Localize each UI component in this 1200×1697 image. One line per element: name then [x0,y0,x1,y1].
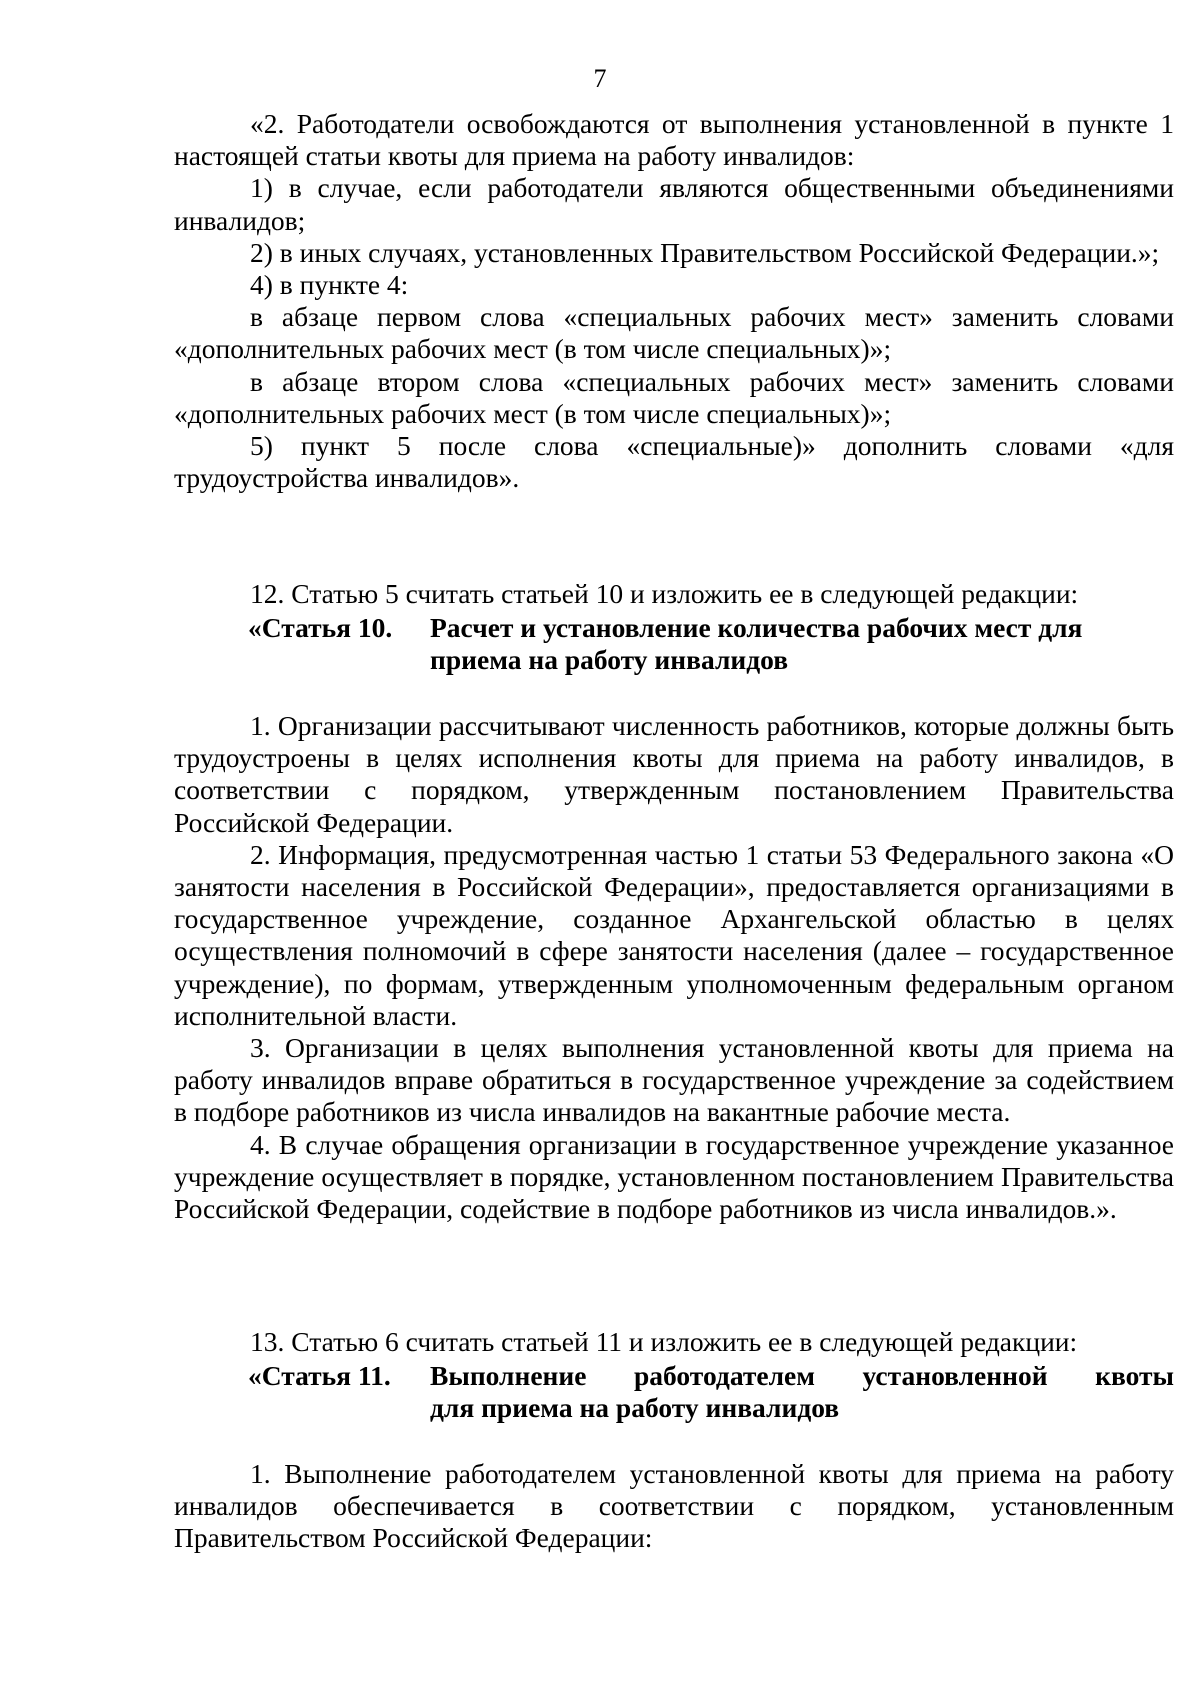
item-13 [174,1326,1174,1358]
article-11-body [174,1458,1174,1555]
paragraph: в абзаце втором слова «специальных рабочих мест» заменить словами «дополнительных рабочих мест (в том числе специальных)»; [174,365,1174,429]
paragraph: 4. В случае обращения организации в государственное учреждение указанное учреждение осуществляет в порядке, установленном постановлением Правительства Российской Федерации, содействие в подборе работников из числа инвалидов.». [174,1128,1174,1225]
article-10-body [174,710,1174,1225]
article-title: приема на работу инвалидов [430,644,789,675]
paragraph: 4) в пункте 4: [250,269,409,301]
paragraph: 2. Информация, предусмотренная частью 1 статьи 53 Федерального закона «О занятости населения в Российской Федерации», предоставляется организациями в государственное учреждение, созданное Архангельской областью в целях осуществления полномочий в сфере занятости населения (далее – государственное учреждение), по формам, утвержденным уполномоченным федеральным органом исполнительной власти. [174,838,1174,1031]
paragraph: в абзаце первом слова «специальных рабочих мест» заменить словами «дополнительных рабочих мест (в том числе специальных)»; [174,301,1174,365]
paragraph: 1. Выполнение работодателем установленной квоты для приема на работу инвалидов обеспечивается в соответствии с порядком, установленным Правительством Российской Федерации: [174,1458,1174,1554]
amendment-block [174,108,1174,494]
article-title: Выполнение работодателем установленной квоты [430,1360,1174,1391]
article-label: «Статья 10. [248,612,393,643]
article-11-heading [174,1360,1174,1424]
article-10-heading [174,612,1174,676]
item-12 [174,578,1174,610]
article-title: для приема на работу инвалидов [430,1392,840,1423]
paragraph: 1. Организации рассчитывают численность работников, которые должны быть трудоустроены в целях исполнения квоты для приема на работу инвалидов, в соответствии с порядком, утвержденным постановлением Правительства Российской Федерации. [174,710,1174,838]
paragraph: 5) пункт 5 после слова «специальные)» дополнить словами «для трудоустройства инвалидов». [174,430,1174,494]
paragraph: 12. Статью 5 считать статьей 10 и изложить ее в следующей редакции: [250,578,1079,609]
page-number: 7 [593,64,607,93]
paragraph: 2) в иных случаях, установленных Правительством Российской Федерации.»; [250,236,1160,268]
article-title: Расчет и установление количества рабочих мест для [430,612,1083,643]
paragraph: «2. Работодатели освобождаются от выполнения установленной в пункте 1 настоящей статьи квоты для приема на работу инвалидов: [174,108,1174,172]
paragraph: 13. Статью 6 считать статьей 11 и изложить ее в следующей редакции: [250,1326,1078,1357]
article-label: «Статья 11. [248,1360,391,1391]
paragraph: 1) в случае, если работодатели являются общественными объединениями инвалидов; [174,172,1174,236]
paragraph: 3. Организации в целях выполнения установленной квоты для приема на работу инвалидов вправе обратиться в государственное учреждение за содействием в подборе работников из числа инвалидов на вакантные рабочие места. [174,1032,1174,1128]
